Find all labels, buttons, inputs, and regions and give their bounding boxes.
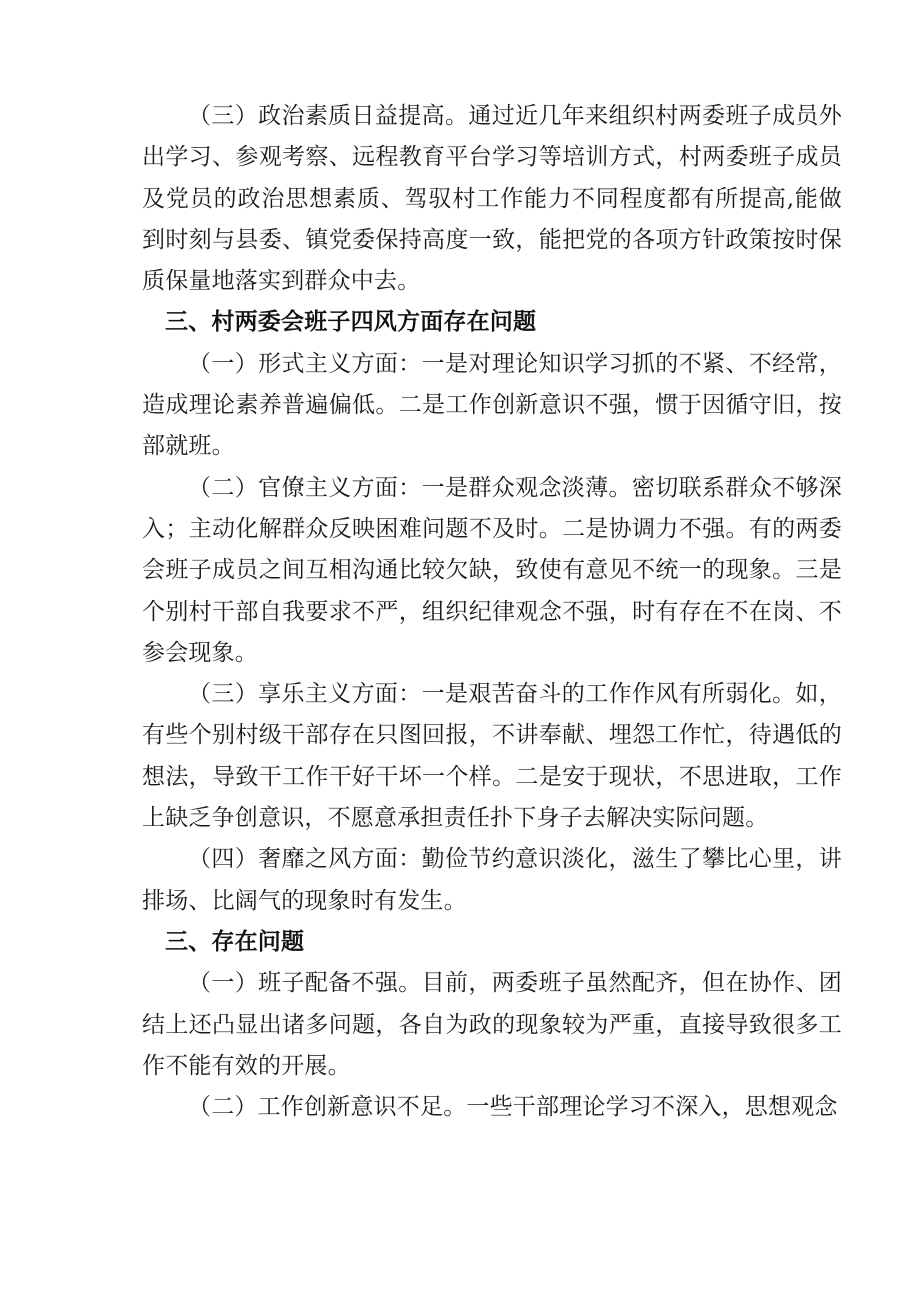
section-heading-four-styles: 三、村两委会班子四风方面存在问题	[165, 309, 537, 336]
paragraph-extravagance: （四）奢靡之风方面：勤俭节约意识淡化，滋生了攀比心里，讲排场、比阔气的现象时有发生。	[142, 846, 842, 914]
paragraph-hedonism: （三）享乐主义方面：一是艰苦奋斗的工作作风有所弱化。如，有些个别村级干部存在只图回报，不讲奉献、埋怨工作忙，待遇低的想法，导致干工作干好干坏一个样。二是安于现状，不思进取，工作上缺乏争创意识，不愿意承担责任扑下身子去解决实际问题。	[142, 681, 842, 832]
paragraph-political-quality: （三）政治素质日益提高。通过近几年来组织村两委班子成员外出学习、参观考察、远程教育平台学习等培训方式，村两委班子成员及党员的政治思想素质、驾驭村工作能力不同程度都有所提高,能做到时刻与县委、镇党委保持高度一致，能把党的各项方针政策按时保质保量地落实到群众中去。	[142, 103, 842, 295]
paragraph-team-staffing: （一）班子配备不强。目前，两委班子虽然配齐，但在协作、团结上还凸显出诸多问题，各自为政的现象较为严重，直接导致很多工作不能有效的开展。	[142, 970, 842, 1079]
document-body	[142, 96, 842, 1128]
section-heading-existing-problems: 三、存在问题	[165, 928, 305, 955]
paragraph-innovation: （二）工作创新意识不足。一些干部理论学习不深入，思想观念	[188, 1094, 838, 1121]
paragraph-formalism: （一）形式主义方面：一是对理论知识学习抓的不紧、不经常，造成理论素养普遍偏低。二是工作创新意识不强，惯于因循守旧，按部就班。	[142, 350, 842, 460]
paragraph-bureaucratism: （二）官僚主义方面：一是群众观念淡薄。密切联系群众不够深入；主动化解群众反映困难问题不及时。二是协调力不强。有的两委会班子成员之间互相沟通比较欠缺，致使有意见不统一的现象。三是个别村干部自我要求不严，组织纪律观念不强，时有存在不在岗、不参会现象。	[142, 474, 842, 666]
